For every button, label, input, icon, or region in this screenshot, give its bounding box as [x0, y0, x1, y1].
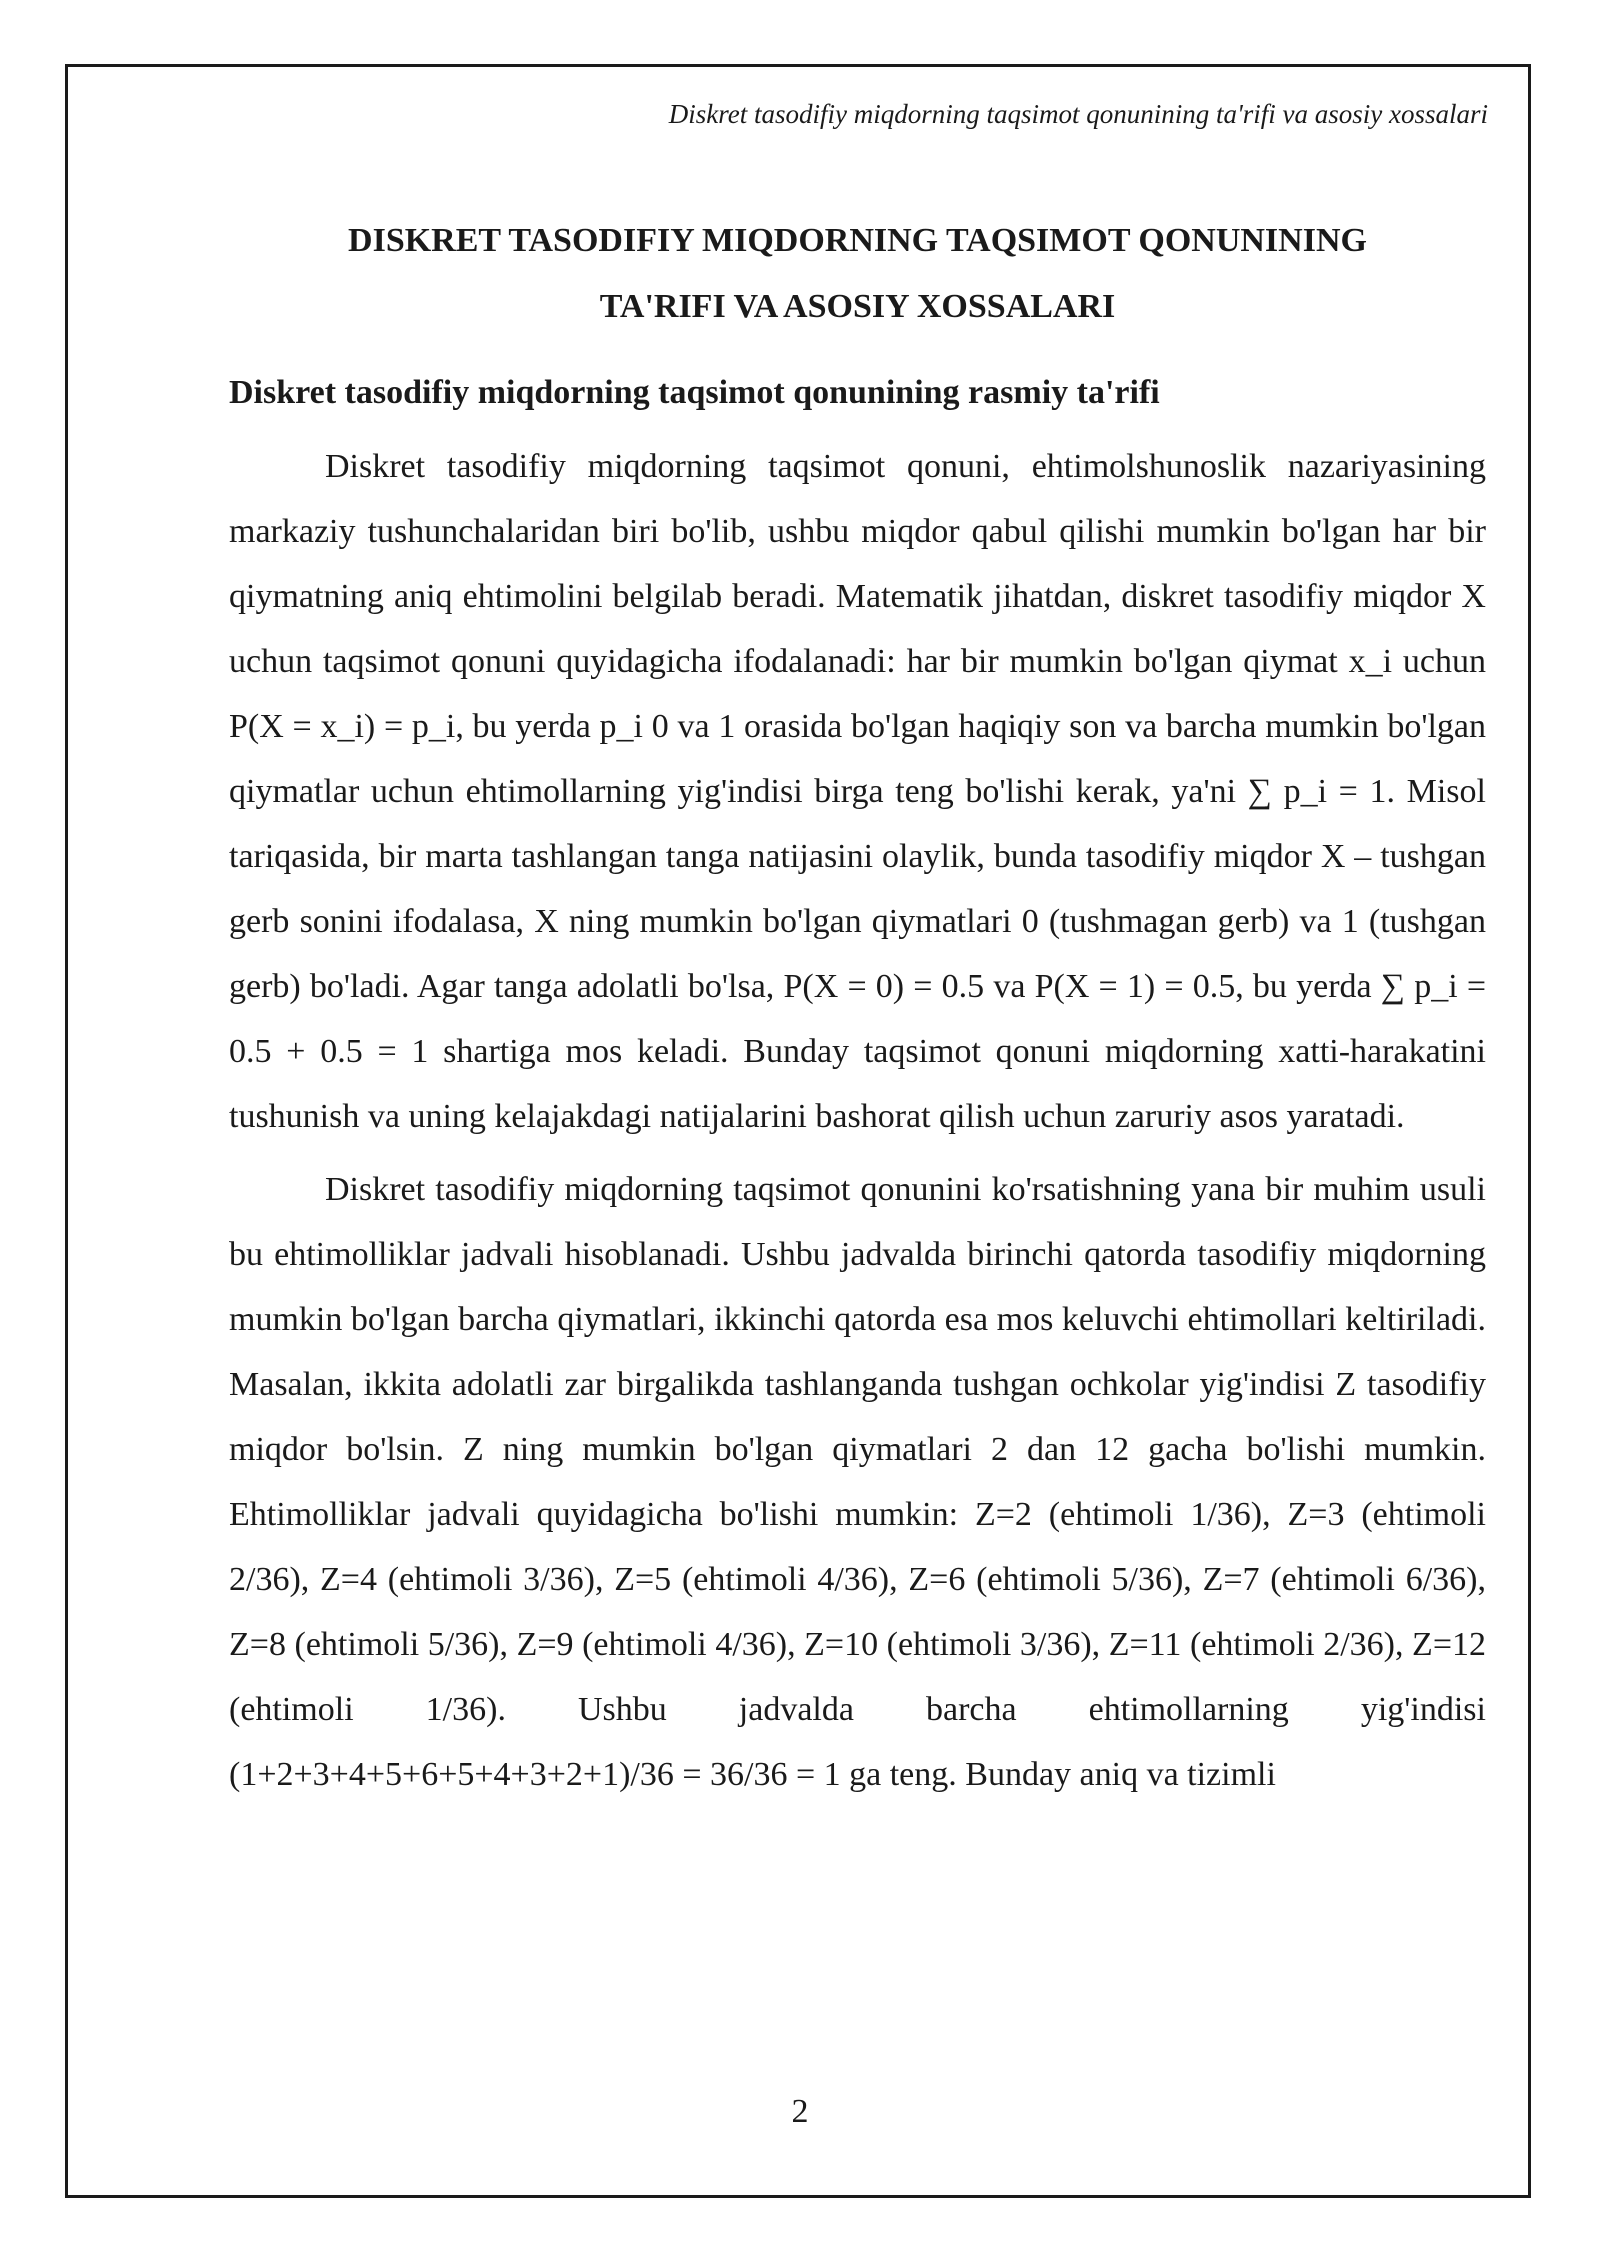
- page-number: 2: [791, 2093, 809, 2130]
- page-content: [229, 208, 1486, 1807]
- document-title: [229, 208, 1486, 340]
- running-header: Diskret tasodifiy miqdorning taqsimot qonunining ta'rifi va asosiy xossalari: [668, 99, 1488, 129]
- section-heading: Diskret tasodifiy miqdorning taqsimot qonunining rasmiy ta'rifi: [229, 374, 1160, 411]
- document-title-line-2: TA'RIFI VA ASOSIY XOSSALARI: [599, 288, 1116, 325]
- body-paragraph-2: Diskret tasodifiy miqdorning taqsimot qonunini ko'rsatishning yana bir muhim usuli bu ehtimolliklar jadvali hisoblanadi. Ushbu jadvalda birinchi qatorda tasodifiy miqdorning mumkin bo'lgan barcha qiymatlari, ikkinchi qatorda esa mos keluvchi ehtimollari keltiriladi. Masalan, ikkita adolatli zar birgalikda tashlanganda tushgan ochkolar yig'indisi Z tasodifiy miqdor bo'lsin. Z ning mumkin bo'lgan qiymatlari 2 dan 12 gacha bo'lishi mumkin. Ehtimolliklar jadvali quyidagicha bo'lishi mumkin: Z=2 (ehtimoli 1/36), Z=3 (ehtimoli 2/36), Z=4 (ehtimoli 3/36), Z=5 (ehtimoli 4/36), Z=6 (ehtimoli 5/36), Z=7 (ehtimoli 6/36), Z=8 (ehtimoli 5/36), Z=9 (ehtimoli 4/36), Z=10 (ehtimoli 3/36), Z=11 (ehtimoli 2/36), Z=12 (ehtimoli 1/36). Ushbu jadvalda barcha ehtimollarning yig'indisi (1+2+3+4+5+6+5+4+3+2+1)/36 = 36/36 = 1 ga teng. Bunday aniq va tizimli: [229, 1171, 1486, 1793]
- body-paragraph-1: Diskret tasodifiy miqdorning taqsimot qonuni, ehtimolshunoslik nazariyasining markaziy tushunchalaridan biri bo'lib, ushbu miqdor qabul qilishi mumkin bo'lgan har bir qiymatning aniq ehtimolini belgilab beradi. Matematik jihatdan, diskret tasodifiy miqdor X uchun taqsimot qonuni quyidagicha ifodalanadi: har bir mumkin bo'lgan qiymat x_i uchun P(X = x_i) = p_i, bu yerda p_i 0 va 1 orasida bo'lgan haqiqiy son va barcha mumkin bo'lgan qiymatlar uchun ehtimollarning yig'indisi birga teng bo'lishi kerak, ya'ni ∑ p_i = 1. Misol tariqasida, bir marta tashlangan tanga natijasini olaylik, bunda tasodifiy miqdor X – tushgan gerb sonini ifodalasa, X ning mumkin bo'lgan qiymatlari 0 (tushmagan gerb) va 1 (tushgan gerb) bo'ladi. Agar tanga adolatli bo'lsa, P(X = 0) = 0.5 va P(X = 1) = 0.5, bu yerda ∑ p_i = 0.5 + 0.5 = 1 shartiga mos keladi. Bunday taqsimot qonuni miqdorning xatti-harakatini tushunish va uning kelajakdagi natijalarini bashorat qilish uchun zaruriy asos yaratadi.: [229, 448, 1486, 1135]
- document-title-line-1: DISKRET TASODIFIY MIQDORNING TAQSIMOT QONUNINING: [348, 222, 1367, 259]
